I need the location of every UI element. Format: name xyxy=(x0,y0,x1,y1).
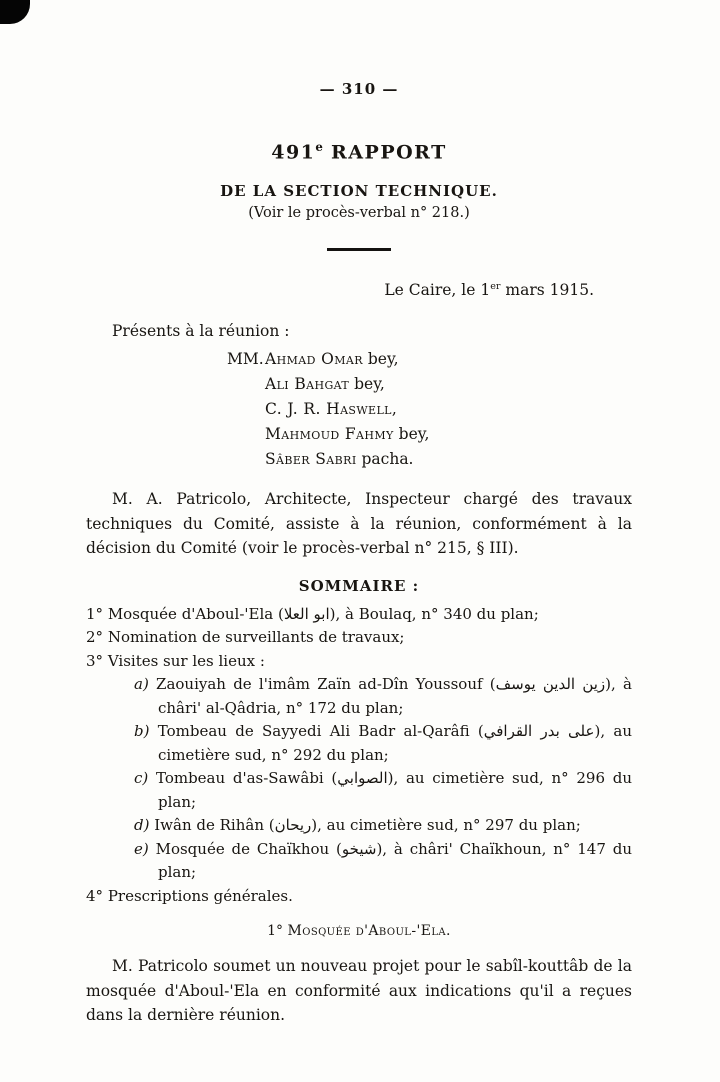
attendee-suffix: bey, xyxy=(362,350,399,369)
mm-label: MM. xyxy=(227,350,264,369)
sommaire-subitem xyxy=(86,814,632,838)
report-title-ordinal: e xyxy=(315,140,323,154)
dateline xyxy=(86,281,632,299)
attendee-suffix: bey, xyxy=(393,425,430,444)
subitem-text: Iwân de Rihân (ريحان), au cimetière sud, n° 297 du plan; xyxy=(154,816,581,835)
item-text: Mosquée d'Aboul-'Ela (ابو العلا), à Boulaq, n° 340 du plan; xyxy=(107,604,539,623)
sommaire-item xyxy=(86,603,632,627)
report-title-number: 491 xyxy=(271,141,316,164)
subitem-label: c) xyxy=(134,769,149,788)
sommaire-subitem xyxy=(86,767,632,814)
attendee-suffix: , xyxy=(391,400,397,419)
sommaire-subitem xyxy=(86,673,632,720)
section-heading-text: Mosquée d'Aboul-'Ela. xyxy=(287,923,451,940)
attendee-row xyxy=(265,372,632,397)
subitem-text: Tombeau d'as-Sawâbi (الصوابي), au cimetière sud, n° 296 du plan; xyxy=(155,769,632,811)
item-label: 1° xyxy=(86,604,104,623)
section-heading-number: 1° xyxy=(267,923,288,940)
attendee-row xyxy=(265,422,632,447)
attendee-name: Sâber Sabri xyxy=(265,450,357,469)
attendee-name: Ali Bahgat xyxy=(265,375,350,394)
sommaire-list xyxy=(86,603,632,909)
meeting-paragraph: M. A. Patricolo, Architecte, Inspecteur chargé des travaux techniques du Comité, assiste à la réunion, conformément à la décision du Comité (voir le procès-verbal n° 215, § III). xyxy=(86,490,632,558)
item-label: 3° xyxy=(86,651,104,670)
dateline-pre: Le Caire, le 1 xyxy=(384,281,491,300)
sommaire-heading: SOMMAIRE : xyxy=(298,576,420,595)
subitem-text: Tombeau de Sayyedi Ali Badr al-Qarâfi (على بدر القرافي), au cimetière sud, n° 292 du plan; xyxy=(157,722,632,764)
dateline-ordinal: er xyxy=(490,281,501,293)
attendee-suffix: bey, xyxy=(349,375,385,394)
attendee-names xyxy=(265,347,632,472)
item-label: 2° xyxy=(86,628,104,647)
section-heading xyxy=(86,923,632,939)
subitem-label: d) xyxy=(134,816,150,835)
page-number: — 310 — xyxy=(319,80,399,98)
item-text: Prescriptions générales. xyxy=(107,886,293,905)
proces-verbal-note: (Voir le procès-verbal n° 218.) xyxy=(248,205,470,222)
dateline-post: mars 1915. xyxy=(500,281,594,300)
sommaire-item xyxy=(86,650,632,674)
attendees-list xyxy=(227,347,632,472)
item-text: Visites sur les lieux : xyxy=(107,651,265,670)
attendee-row xyxy=(265,447,632,472)
sommaire-item xyxy=(86,885,632,909)
subitem-label: e) xyxy=(134,839,149,858)
sommaire-item xyxy=(86,626,632,650)
subitem-text: Zaouiyah de l'imâm Zaïn ad-Dîn Youssouf (زين الدين يوسف), à châri' al-Qâdria, n° 172 du plan; xyxy=(156,675,632,717)
attendee-name: Mahmoud Fahmy xyxy=(265,425,394,444)
attendee-row xyxy=(265,347,632,372)
report-title-word: RAPPORT xyxy=(322,141,447,164)
attendee-row xyxy=(265,397,632,422)
subitem-label: b) xyxy=(134,722,150,741)
item-label: 4° xyxy=(86,886,104,905)
attendee-name: Ahmad Omar xyxy=(265,350,363,369)
report-subtitle: DE LA SECTION TECHNIQUE. xyxy=(220,182,498,201)
separator-rule xyxy=(327,248,391,251)
attendee-name: C. J. R. Haswell xyxy=(265,400,392,419)
sommaire-subitem xyxy=(86,838,632,885)
item-text: Nomination de surveillants de travaux; xyxy=(107,628,405,647)
attendee-suffix: pacha. xyxy=(356,450,414,469)
report-title xyxy=(86,140,632,163)
subitem-text: Mosquée de Chaïkhou (شيخو), à châri' Chaïkhoun, n° 147 du plan; xyxy=(155,839,632,882)
sommaire-subitem xyxy=(86,720,632,767)
presents-label: Présents à la réunion : xyxy=(112,322,290,341)
section-paragraph: M. Patricolo soumet un nouveau projet pour le sabîl-kouttâb de la mosquée d'Aboul-'Ela en conformité aux indications qu'il a reçues dans la dernière réunion. xyxy=(86,957,632,1025)
subitem-label: a) xyxy=(134,675,149,694)
